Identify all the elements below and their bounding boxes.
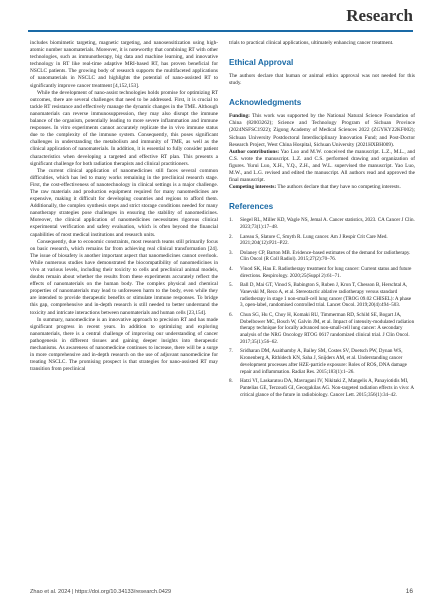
funding-statement (229, 113, 415, 148)
footer-citation[interactable]: Zhao et al. 2024 | https://doi.org/10.34133/research.0429 (30, 589, 172, 595)
reference-number: 4. (229, 265, 233, 272)
header-divider (28, 30, 413, 32)
contributions-text: Yao Luo and M.W. conceived the manuscript. L.Z., M.L., and C.S. wrote the manuscript. L.Z. and C.S. performed drawing and organization of figures. Yurui Luo, X.H., Y.Q., Z.H., and W.L. supervised the manuscript. Yao Luo, M.W., and L.G. revised and edited the manuscript. All authors read and approved the final manuscript. (229, 148, 415, 184)
acknowledgments-heading: Acknowledgments (229, 98, 302, 108)
ethical-approval-heading: Ethical Approval (229, 58, 294, 68)
reference-item (229, 234, 415, 248)
reference-text: Lareau S, Slatore C, Smyth R. Lung cancer. Am J Respir Crit Care Med. 2021;204(12):P21–P22. (240, 233, 388, 247)
body-paragraph: Consequently, due to economic constraints, most research teams still primarily focus on basic research, which remains far from achieving real clinical transformation [24]. The issue of biosafety is another important aspect that nanomedicines cannot overlook. While numerous studies have demonstrated the biocompatibility of nanomedicines in vivo at various levels, including their toxicity to cells and preclinical animal models, doubts remain about whether the results from these experiments accurately reflect the effects of nanomaterials on the human body. The complex physical and chemical properties of nanomaterials may lead to unforeseen harm to the body, even while they are intended to provide therapeutic benefits or stimulate immune responses. To bridge this gap, comprehensive and in-depth research is still needed to better understand the toxicity and intricate interactions between nanomaterials and human cells [23,154]. (30, 238, 218, 316)
references-heading: References (229, 202, 274, 212)
reference-item (229, 250, 415, 264)
page-number: 16 (405, 588, 413, 595)
reference-number: 1. (229, 217, 233, 224)
reference-number: 7. (229, 348, 233, 355)
reference-number: 5. (229, 282, 233, 289)
competing-interests (229, 184, 415, 191)
reference-item (229, 217, 415, 231)
funding-label: Funding: (229, 113, 250, 120)
left-column (30, 40, 218, 373)
reference-item (229, 266, 415, 280)
reference-list (229, 217, 415, 398)
body-paragraph: includes biomimetic targeting, magnetic targeting, and nanosensitization using high-atomic number nanomaterials. Moreover, it is noteworthy that combining RT with other technologies, such as immunotherapy, big data and machine learning, and innovative technology in RT like real-time adaptive MRI-based RT, has proven beneficial for NSCLC patients. The growing body of research supports the multifaceted applications of nanomaterials in NSCLC and highlights the potential of nano-assisted RT to significantly improve cancer treatment [4,152,153]. (30, 40, 218, 89)
body-paragraph: The current clinical application of nanomedicines still faces several common difficulties, which has led to many works remaining in the preclinical research stage. First, the cost-effectiveness of nanotechnology in clinical settings is a major challenge. The raw materials and production equipment required for many nanomedicines are expensive, making it difficult for developing countries and regions to afford them. Additionally, the complex synthesis steps and strict storage conditions needed for many nanotherapy strategies pose challenges in ensuring the stability of nanomedicines. Moreover, the clinical application of nanomedicines necessitates rigorous clinical experimental verification and safety evaluation, which is often beyond the financial capabilities of most medical institutions and research units. (30, 167, 218, 238)
reference-text: Dolaney CP, Barton MB. Evidence-based estimates of the demand for radiotherapy. Clin Oncol (R Coll Radiol). 2015;27(2):70–76. (240, 249, 411, 263)
body-paragraph-continuation: trials to practical clinical applications, ultimately enhancing cancer treatment. (229, 40, 394, 46)
right-column (229, 40, 415, 401)
reference-number: 2. (229, 233, 233, 240)
reference-text: Siegel RL, Miller KD, Wagle NS, Jemal A. Cancer statistics, 2023. CA Cancer J Clin. 2023;73(1):17–48. (240, 217, 415, 231)
reference-number: 3. (229, 249, 233, 256)
journal-title: Research (346, 6, 413, 25)
contributions-label: Author contributions: (229, 148, 280, 155)
reference-text: Sridharan DM, Asaithamby A, Bailey SM, Costes SV, Doetsch PW, Dynan WS, Kronenberg A, Rithidech KN, Saha J, Snijders AM, et al. Understanding cancer development processes after HZE-particle exposure: Roles of ROS, DNA damage repair and inflammation. Radiat Res. 2015;183(1):1–26. (240, 348, 407, 375)
author-contributions (229, 149, 415, 184)
body-paragraph: While the development of nano-assist technologies holds promise for optimizing RT outcomes, there are several challenges that need to be addressed. First, it is crucial to tackle RT resistance and effectively manage the dynamic changes in the TME. Although nanomaterials can reverse immunosuppression, they may also disrupt the immune balance of the organism, potentially leading to more severe inflammation and immune responses. In vitro experiments cannot accurately replicate the in vivo immune status due to the complexity of the immune system. Consequently, this poses significant challenges in understanding the metabolism and immunity of TME, as well as the clinical application of nanomaterials. In addition, it is essential to fully consider patient characteristics when developing a targeted and effective RT plan. This presents a significant challenge for both radiation therapists and clinical practitioners. (30, 89, 218, 167)
reference-item (229, 378, 415, 398)
reference-text: Hatzi VI, Laskaratou DA, Mavragani IV, Nikitaki Z, Mangelis A, Panayiotidis MI, Pantelias GE, Terzoudi GI, Georgakilas AG. Non-targeted radiation effects in vivo: A critical glance of the future in radiobiology. Cancer Lett. 2015;356(1):34–42. (240, 378, 414, 398)
reference-item (229, 348, 415, 375)
reference-text: Chun SG, Hu C, Choy H, Komaki RU, Timmerman RD, Schild SE, Bogart JA, Dobelbower MC, Bosch W, Galvin JM, et al. Impact of intensity-modulated radiation therapy technique for locally advanced non-small-cell lung cancer: A secondary analysis of the NRG Oncology RTOG 0617 randomized clinical trial. J Clin Oncol. 2017;35(1):56–62. (240, 311, 415, 346)
reference-item (229, 282, 415, 309)
competing-text: The authors declare that they have no competing interests. (276, 184, 401, 191)
competing-label: Competing interests: (229, 184, 277, 191)
reference-number: 8. (229, 378, 233, 385)
body-paragraph: In summary, nanomedicine is an innovative approach to precision RT and has made significant progress in recent years. In addition to optimizing and exploring nanomaterials, there is a central challenge of improving our understanding of cancer pathogenesis in different tissues and gaining deeper insights into therapeutic mechanisms. As awareness of nanomedicine continues to increase, there will be a surge in more comprehensive and in-depth research on the use of adjuvant nanomedicine for treating NSCLC. The promising prospect is that strategies for nano-assisted RT may transition from preclinical (30, 316, 218, 373)
funding-text: This work was supported by the National Natural Science Foundation of China (82003262); Science and Technology Program of Sichuan Province (2024NSFSC1922); Zigong Academy of Medical Sciences 2022 (ZGYKY22KF002); Sichuan University Postdoctoral Interdisciplinary Innovation Fund; and Post-Doctor Research Project, West China Hospital, Sichuan University (2021HXBH009). (229, 113, 415, 148)
reference-number: 6. (229, 311, 233, 318)
reference-text: Ball D, Mai GT, Vinod S, Babington S, Ruben J, Kron T, Chesson B, Herschtal A, Vanevski M, Rezo A, et al. Stereotactic ablative radiotherapy versus standard radiotherapy in stage 1 non-small-cell lung cancer (TROG 09.02 CHISEL): A phase 3, open-label, randomised controlled trial. Lancet Oncol. 2019;20(4):494–503. (240, 282, 412, 309)
reference-item (229, 312, 415, 346)
reference-text: Vinod SK, Hau E. Radiotherapy treatment for lung cancer: Current status and future directions. Respirology. 2020;25(Suppl 2):61–71. (240, 265, 412, 279)
ethical-approval-text: The authors declare that human or animal ethics approval was not needed for this study. (229, 73, 415, 87)
